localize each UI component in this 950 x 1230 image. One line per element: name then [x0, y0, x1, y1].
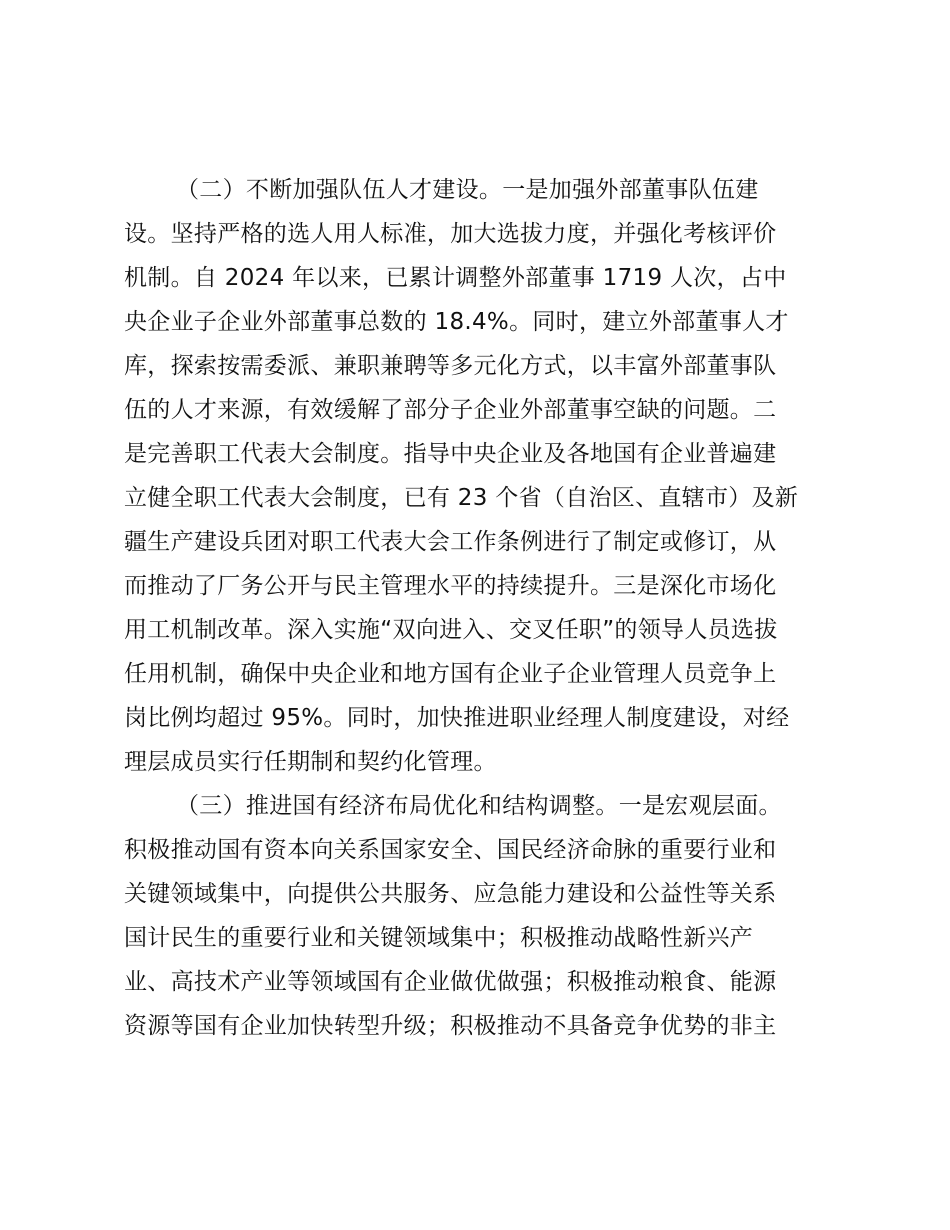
text-line: 用工机制改革。深入实施“双向进入、交叉任职”的领导人员选拔: [124, 617, 778, 643]
text-line: 资源等国有企业加快转型升级；积极推动不具备竞争优势的非主: [124, 1013, 777, 1039]
text-line: 机制。自 2024 年以来，已累计调整外部董事 1719 人次，占中: [124, 265, 787, 291]
text-line: 伍的人才来源，有效缓解了部分子企业外部董事空缺的问题。二: [124, 397, 777, 423]
paragraph-3-heading-line: （三）推进国有经济布局优化和结构调整。一是宏观层面。: [176, 793, 782, 819]
text-line: 疆生产建设兵团对职工代表大会工作条例进行了制定或修订，从: [124, 529, 777, 555]
text-line: 设。坚持严格的选人用人标准，加大选拔力度，并强化考核评价: [124, 221, 777, 247]
text-line: 关键领域集中，向提供公共服务、应急能力建设和公益性等关系: [124, 881, 777, 907]
text-line: 业、高技术产业等领域国有企业做优做强；积极推动粮食、能源: [124, 969, 777, 995]
text-line: 库，探索按需委派、兼职兼聘等多元化方式，以丰富外部董事队: [124, 353, 777, 379]
text-line: 岗比例均超过 95%。同时，加快推进职业经理人制度建设，对经: [124, 705, 790, 731]
text-line: 是完善职工代表大会制度。指导中央企业及各地国有企业普遍建: [124, 441, 777, 467]
text-line: 国计民生的重要行业和关键领域集中；积极推动战略性新兴产: [124, 925, 754, 951]
text-line: 央企业子企业外部董事总数的 18.4%。同时，建立外部董事人才: [124, 309, 789, 335]
paragraph-2-heading-line: （二）不断加强队伍人才建设。一是加强外部董事队伍建: [176, 177, 759, 203]
text-line: 理层成员实行任期制和契约化管理。: [124, 749, 497, 775]
text-line: 而推动了厂务公开与民主管理水平的持续提升。三是深化市场化: [124, 573, 777, 599]
document-body: [124, 168, 836, 1048]
text-line: 任用机制，确保中央企业和地方国有企业子企业管理人员竞争上: [124, 661, 777, 687]
text-line: 积极推动国有资本向关系国家安全、国民经济命脉的重要行业和: [124, 837, 777, 863]
text-line: 立健全职工代表大会制度，已有 23 个省（自治区、直辖市）及新: [124, 485, 799, 511]
